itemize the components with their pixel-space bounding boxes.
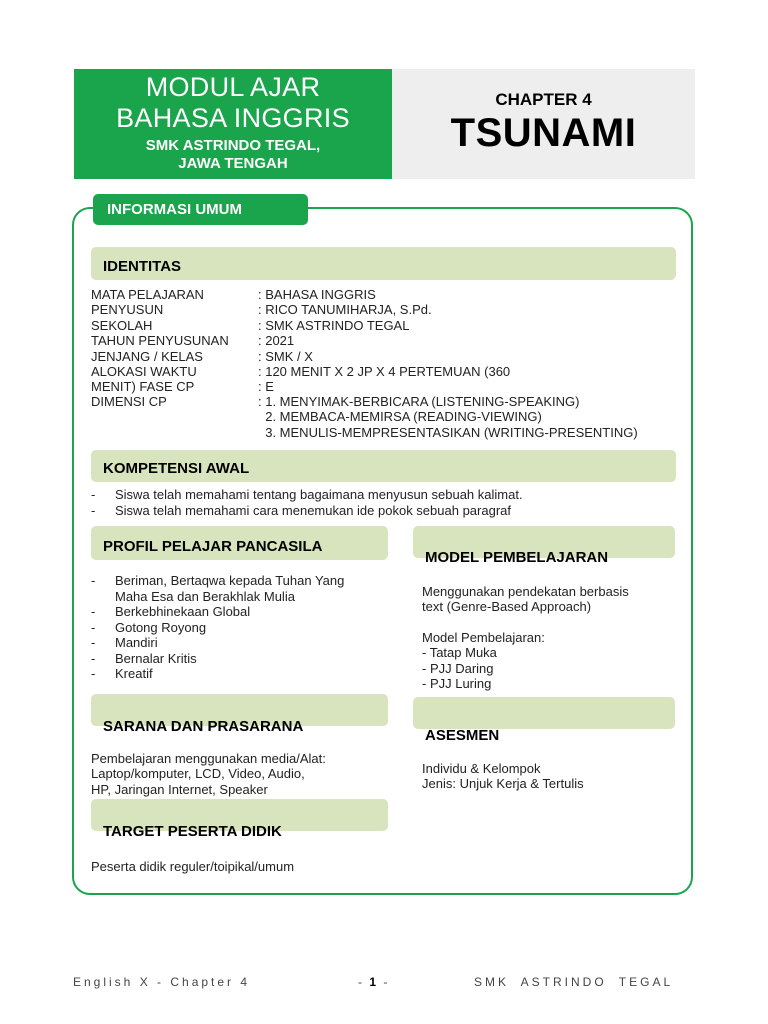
list-item: - Mandiri — [91, 635, 351, 651]
footer-course: English X - Chapter 4 — [73, 975, 251, 989]
sarana-line: Pembelajaran menggunakan media/Alat: — [91, 751, 326, 766]
section-bar-sarana — [91, 694, 388, 735]
list-item: - Bernalar Kritis — [91, 651, 351, 667]
province-line: JAWA TENGAH — [178, 155, 288, 172]
info-umum-tab: INFORMASI UMUM — [93, 194, 308, 225]
chapter-label: CHAPTER 4 — [495, 90, 592, 109]
list-item: - Siswa telah memahami cara menemukan ide pokok sebuah paragraf — [91, 503, 671, 519]
asesmen-line: Individu & Kelompok — [422, 761, 541, 776]
footer-page: - 1 - — [358, 975, 390, 989]
section-title-target: TARGET PESERTA DIDIK — [103, 823, 282, 840]
section-bar-model — [413, 526, 675, 566]
section-bar-target — [91, 799, 388, 840]
header-title-block — [74, 69, 392, 179]
list-item: - Beriman, Bertaqwa kepada Tuhan Yang Maha Esa dan Berakhlak Mulia — [91, 573, 351, 604]
header-chapter-block — [392, 69, 695, 179]
module-title-line2: BAHASA INGGRIS — [116, 103, 350, 133]
model-description-1: Menggunakan pendekatan berbasis — [422, 584, 629, 599]
list-item: - Gotong Royong — [91, 620, 351, 636]
asesmen-line: Jenis: Unjuk Kerja & Tertulis — [422, 776, 584, 791]
list-item: - Siswa telah memahami tentang bagaimana menyusun sebuah kalimat. — [91, 487, 671, 503]
section-title-identitas: IDENTITAS — [103, 258, 182, 275]
target-line: Peserta didik reguler/toipikal/umum — [91, 859, 295, 874]
section-title-profil: PROFIL PELAJAR PANCASILA — [103, 538, 323, 555]
model-item: - Tatap Muka — [422, 645, 497, 660]
chapter-topic: TSUNAMI — [450, 111, 637, 155]
page-number: 1 — [369, 975, 379, 989]
section-bar-asesmen — [413, 697, 675, 744]
section-title-asesmen: ASESMEN — [425, 727, 500, 744]
section-title-kompetensi: KOMPETENSI AWAL — [103, 460, 250, 477]
section-bar-identitas — [91, 247, 676, 280]
profil-list — [91, 573, 351, 682]
section-title-sarana: SARANA DAN PRASARANA — [103, 718, 304, 735]
school-name-line: SMK ASTRINDO TEGAL, — [145, 137, 321, 154]
model-item: - PJJ Luring — [422, 676, 492, 691]
sarana-line: Laptop/komputer, LCD, Video, Audio, — [91, 766, 305, 781]
section-bar-profil — [91, 526, 388, 560]
list-item: - Berkebhinekaan Global — [91, 604, 351, 620]
list-item: - Kreatif — [91, 666, 351, 682]
kompetensi-list — [91, 487, 671, 518]
section-title-model: MODEL PEMBELAJARAN — [425, 549, 609, 566]
footer-school: SMK ASTRINDO TEGAL — [474, 975, 674, 989]
sarana-line: HP, Jaringan Internet, Speaker — [91, 782, 268, 797]
model-item: - PJJ Daring — [422, 661, 494, 676]
module-title-line1: MODUL AJAR — [145, 72, 321, 102]
section-bar-kompetensi — [91, 450, 676, 482]
model-description-2: text (Genre-Based Approach) — [422, 599, 592, 614]
model-label: Model Pembelajaran: — [422, 630, 545, 645]
